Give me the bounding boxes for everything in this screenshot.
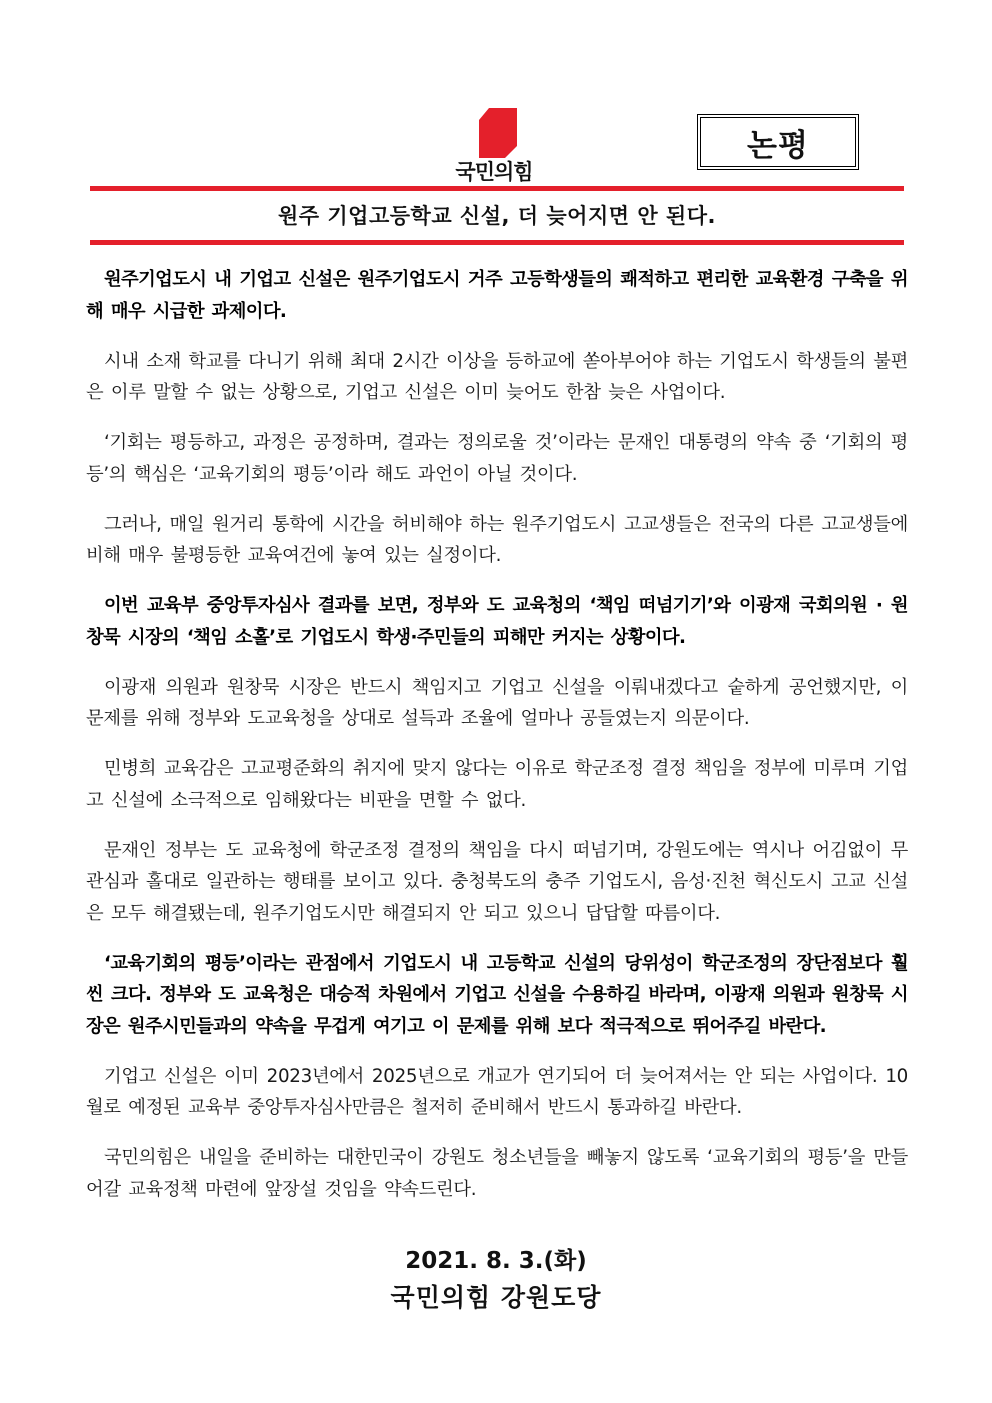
paragraph: 시내 소재 학교를 다니기 위해 최대 2시간 이상을 등하교에 쏟아부어야 하는 기업도시 학생들의 불편은 이루 말할 수 없는 상황으로, 기업고 신설은 이미 늦어도 한참 늦은 사업이다. — [86, 350, 908, 403]
paragraph: 기업고 신설은 이미 2023년에서 2025년으로 개교가 연기되어 더 늦어져서는 안 되는 사업이다. 10월로 예정된 교육부 중앙투자심사만큼은 철저히 준비해서 반드시 통과하길 바란다. — [86, 1065, 908, 1118]
header-rule-bottom — [90, 240, 904, 245]
document-type-badge: 논평 — [697, 114, 859, 170]
paragraph: ‘기회는 평등하고, 과정은 공정하며, 결과는 정의로울 것’이라는 문재인 대통령의 약속 중 ‘기회의 평등’의 핵심은 ‘교육기회의 평등’이라 해도 과언이 아닐 것이다. — [86, 432, 908, 485]
paragraph: 그러나, 매일 원거리 통학에 시간을 허비해야 하는 원주기업도시 고교생들은 전국의 다른 고교생들에 비해 매우 불평등한 교육여건에 놓여 있는 실정이다. — [86, 513, 908, 566]
paragraph: 민병희 교육감은 고교평준화의 취지에 맞지 않다는 이유로 학군조정 결정 책임을 정부에 미루며 기업고 신설에 소극적으로 임해왔다는 비판을 면할 수 없다. — [86, 758, 908, 811]
header-rule-top — [90, 186, 904, 191]
paragraph: ‘교육기회의 평등’이라는 관점에서 기업도시 내 고등학교 신설의 당위성이 학군조정의 장단점보다 훨씬 크다. 정부와 도 교육청은 대승적 차원에서 기업고 신설을 수용하길 바라며, 이광재 의원과 원창묵 시장은 원주시민들과의 약속을 무겁게 여기고 이 문제를 위해 보다 적극적으로 뛰어주길 바란다. — [86, 952, 908, 1037]
statement-body — [86, 264, 908, 1224]
paragraph: 문재인 정부는 도 교육청에 학군조정 결정의 책임을 다시 떠넘기며, 강원도에는 역시나 어김없이 무관심과 홀대로 일관하는 행태를 보이고 있다. 충청북도의 충주 기업도시, 음성·진천 혁신도시 고교 신설은 모두 해결됐는데, 원주기업도시만 해결되지 안 되고 있으니 답답할 따름이다. — [86, 839, 908, 924]
paragraph: 국민의힘은 내일을 준비하는 대한민국이 강원도 청소년들을 빼놓지 않도록 ‘교육기회의 평등’을 만들어갈 교육정책 마련에 앞장설 것임을 약속드린다. — [86, 1147, 908, 1200]
party-logo-text: 국민의힘 — [455, 160, 533, 184]
paragraph: 이번 교육부 중앙투자심사 결과를 보면, 정부와 도 교육청의 ‘책임 떠넘기기’와 이광재 국회의원 · 원창묵 시장의 ‘책임 소홀’로 기업도시 학생·주민들의 피해만 커지는 상황이다. — [86, 595, 908, 648]
headline: 원주 기업고등학교 신설, 더 늦어지면 안 된다. — [278, 204, 716, 228]
statement-organization: 국민의힘 강원도당 — [390, 1283, 602, 1312]
party-logo-icon — [471, 108, 517, 158]
paragraph: 원주기업도시 내 기업고 신설은 원주기업도시 거주 고등학생들의 쾌적하고 편리한 교육환경 구축을 위해 매우 시급한 과제이다. — [86, 269, 908, 322]
statement-date: 2021. 8. 3.(화) — [405, 1248, 587, 1274]
paragraph: 이광재 의원과 원창묵 시장은 반드시 책임지고 기업고 신설을 이뤄내겠다고 숱하게 공언했지만, 이 문제를 위해 정부와 도교육청을 상대로 설득과 조율에 얼마나 공들였는지 의문이다. — [86, 676, 908, 729]
